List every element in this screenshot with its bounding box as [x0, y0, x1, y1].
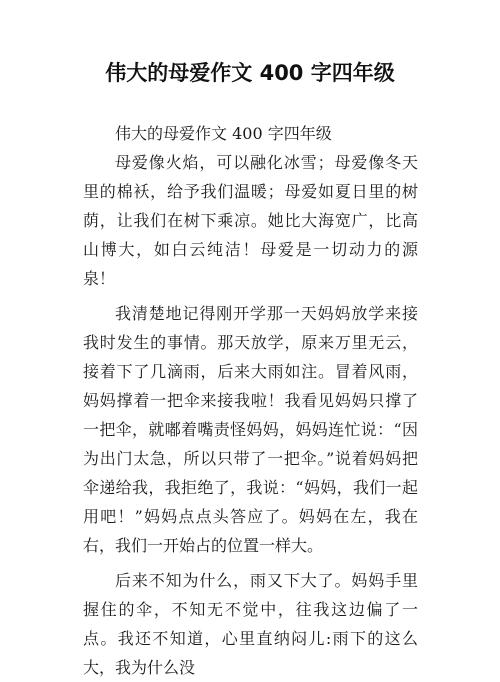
document-paragraph: 后来不知为什么，雨又下大了。妈妈手里握住的伞，不知无不觉中，往我这边偏了一点。我还不知道，心里直纳闷儿:雨下的这么大，我为什么没	[83, 571, 418, 677]
document-paragraph: 我清楚地记得刚开学那一天妈妈放学来接我时发生的事情。那天放学，原来万里无云，接着下了几滴雨，后来大雨如注。冒着风雨，妈妈撑着一把伞来接我啦！我看见妈妈只撑了一把伞，就嘟着嘴责怪妈妈，妈妈连忙说：“因为出门太急，所以只带了一把伞。”说着妈妈把伞递给我，我拒绝了，我说：“妈妈，我们一起用吧！”妈妈点点头答应了。妈妈在左，我在右，我们一开始占的位置一样大。	[83, 304, 418, 555]
document-paragraph: 母爱像火焰，可以融化冰雪；母爱像冬天里的棉袄，给予我们温暖；母爱如夏日里的树荫，让我们在树下乘凉。她比大海宽广，比高山博大，如白云纯洁！母爱是一切动力的源泉！	[83, 153, 418, 288]
document-paragraph: 伟大的母爱作文 400 字四年级	[115, 124, 332, 143]
document-body	[83, 119, 418, 682]
document-title: 伟大的母爱作文 400 字四年级	[105, 61, 395, 85]
